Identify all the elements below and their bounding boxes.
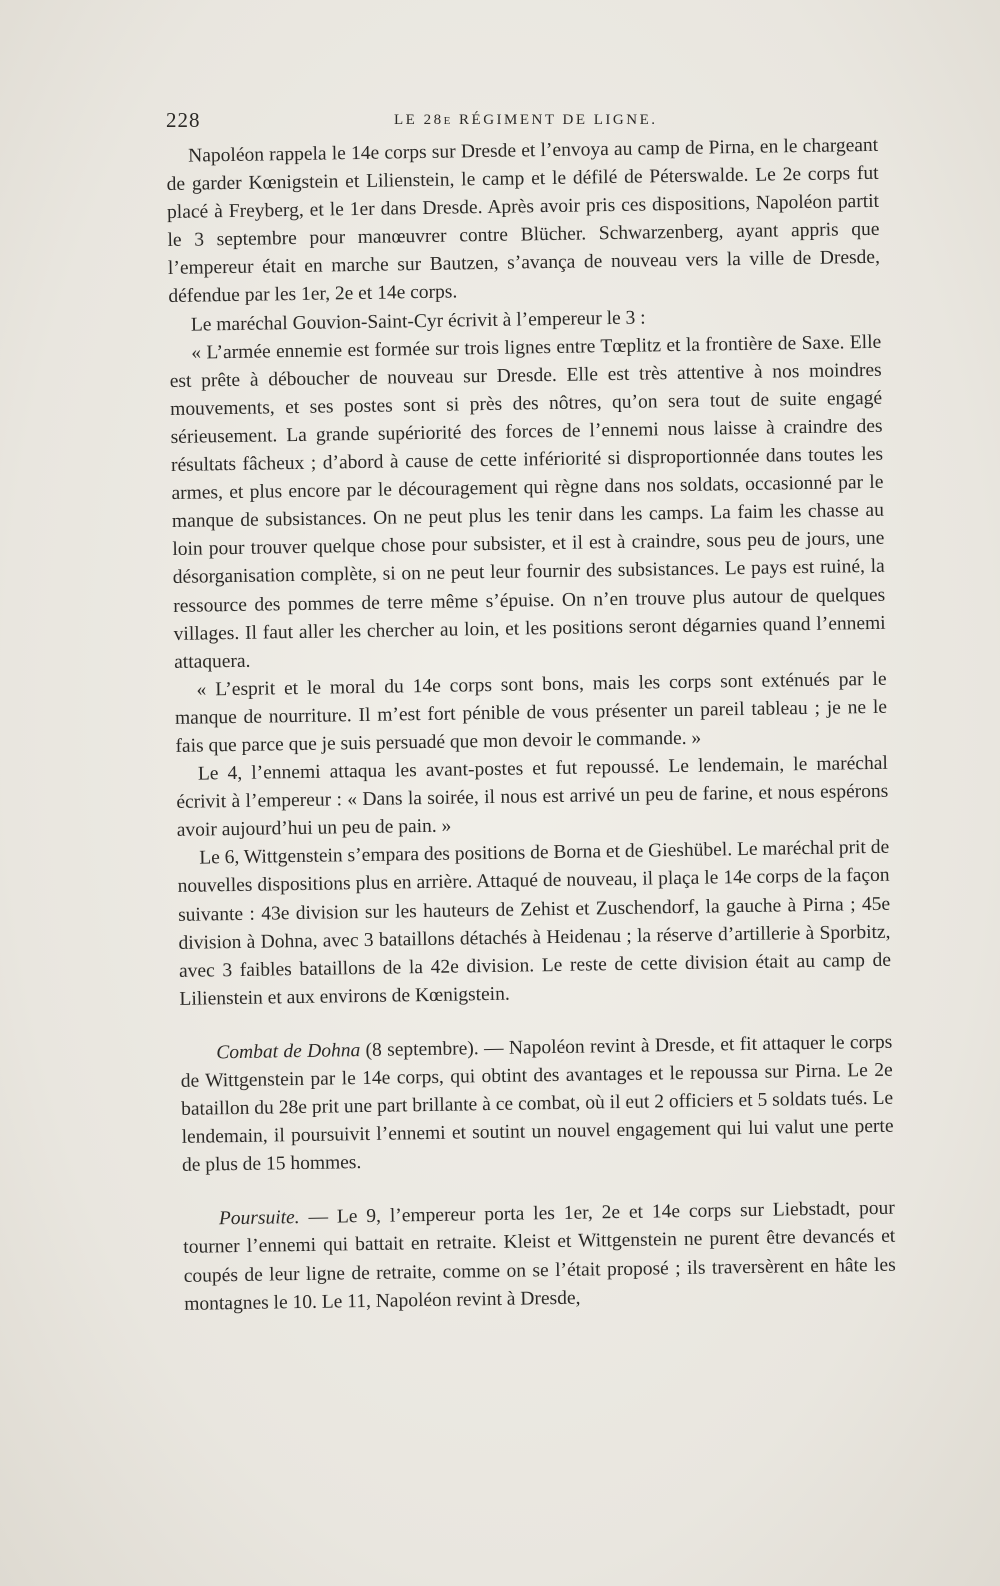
- page-number: 228: [166, 108, 201, 132]
- quote-paragraph: « L’armée ennemie est formée sur trois lignes entre Tœplitz et la frontière de Saxe. Elle est prête à déboucher de nouveau sur Dresde. Elle est très attentive à nos moindres mouvements, et ses postes sont si près des nôtres, qu’on sera tout de suite engagé sérieusement. La grande supériorité des forces de l’ennemi nous laisse à craindre des résultats fâcheux ; d’abord à cause de cette infériorité si disproportionnée dans toutes les armes, et plus encore par le découragement qui règne dans nos soldats, occasionné par le manque de subsistances. On ne peut plus les tenir dans les camps. La faim les chasse au loin pour trouver quelque chose pour subsister, et il est à craindre, sous peu de jours, une désorganisation complète, si on ne peut leur fournir des subsistances. Le pays est ruiné, la ressource des pommes de terre même s’épuise. On n’en trouve plus autour de quelques villages. Il faut aller les chercher au loin, et les positions seront dégarnies quand l’ennemi attaquera.: [169, 331, 886, 673]
- running-head: LE 28e RÉGIMENT DE LIGNE.: [394, 112, 658, 128]
- section-title: Combat de Dohna: [216, 1039, 361, 1064]
- quote-paragraph: « L’esprit et le moral du 14e corps sont bons, mais les corps sont exténués par le manque de nourriture. Il m’est fort pénible de vous présenter un pareil tableau ; je ne le fais que parce que je suis persuadé que mon devoir le commande. »: [174, 668, 888, 757]
- section-paragraph: [183, 1195, 897, 1319]
- paragraph: Le 6, Wittgenstein s’empara des positions de Borna et de Gieshübel. Le maréchal prit de nouvelles dispositions plus en arrière. Attaqué de nouveau, il plaça le 14e corps de la façon suivante : 43e division sur les hauteurs de Zehist et Zuschendorf, la gauche à Pirna ; 45e division à Dohna, avec 3 bataillons détachés à Heidenau ; la réserve d’artillerie à Sporbitz, avec 3 faibles bataillons de la 42e division. Le reste de cette division était au camp de Lilienstein et aux environs de Kœnigstein.: [177, 837, 892, 1010]
- paragraph: Le maréchal Gouvion-Saint-Cyr écrivit à l’empereur le 3 :: [190, 307, 646, 336]
- section-paragraph: [180, 1029, 894, 1181]
- paragraph: Napoléon rappela le 14e corps sur Dresde et l’envoya au camp de Pirna, en le chargeant de garder Kœnigstein et Lilienstein, le camp et le défilé de Péterswalde. Le 2e corps fut placé à Freyberg, et le 1er dans Dresde. Après avoir pris ces dispositions, Napoléon partit le 3 septembre pour manœuvrer contre Blücher. Schwarzenberg, ayant appris que l’empereur était en marche sur Bautzen, s’avança de nouveau vers la ville de Dresde, défendue par les 1er, 2e et 14e corps.: [166, 134, 881, 308]
- section-title: Poursuite.: [218, 1207, 300, 1230]
- section-text: (8 septembre). — Napoléon revint à Dresde, et fit attaquer le corps de Wittgenstein par le 14e corps, qui obtint des avantages et le repoussa sur Pirna. Le 2e bataillon du 28e prit une part brillante à ce combat, où il eut 2 officiers et 5 soldats tués. Le lendemain, il poursuivit l’ennemi et soutint un nouvel engagement qui lui valut une perte de plus de 15 hommes.: [180, 1031, 894, 1177]
- paragraph: Le 4, l’ennemi attaqua les avant-postes et fut repoussé. Le lendemain, le maréchal écrivit à l’empereur : « Dans la soirée, il nous est arrivé un peu de farine, et nous espérons avoir aujourd’hui un peu de pain. »: [176, 752, 889, 842]
- page-body: [166, 132, 896, 1319]
- section-text: — Le 9, l’empereur porta les 1er, 2e et 14e corps sur Liebstadt, pour tourner l’ennemi qui battait en retraite. Kleist et Wittgenstein ne purent être devancés et coupés de leur ligne de retraite, comme on se l’était proposé ; ils traversèrent en hâte les montagnes le 10. Le 11, Napoléon revint à Dresde,: [183, 1198, 896, 1315]
